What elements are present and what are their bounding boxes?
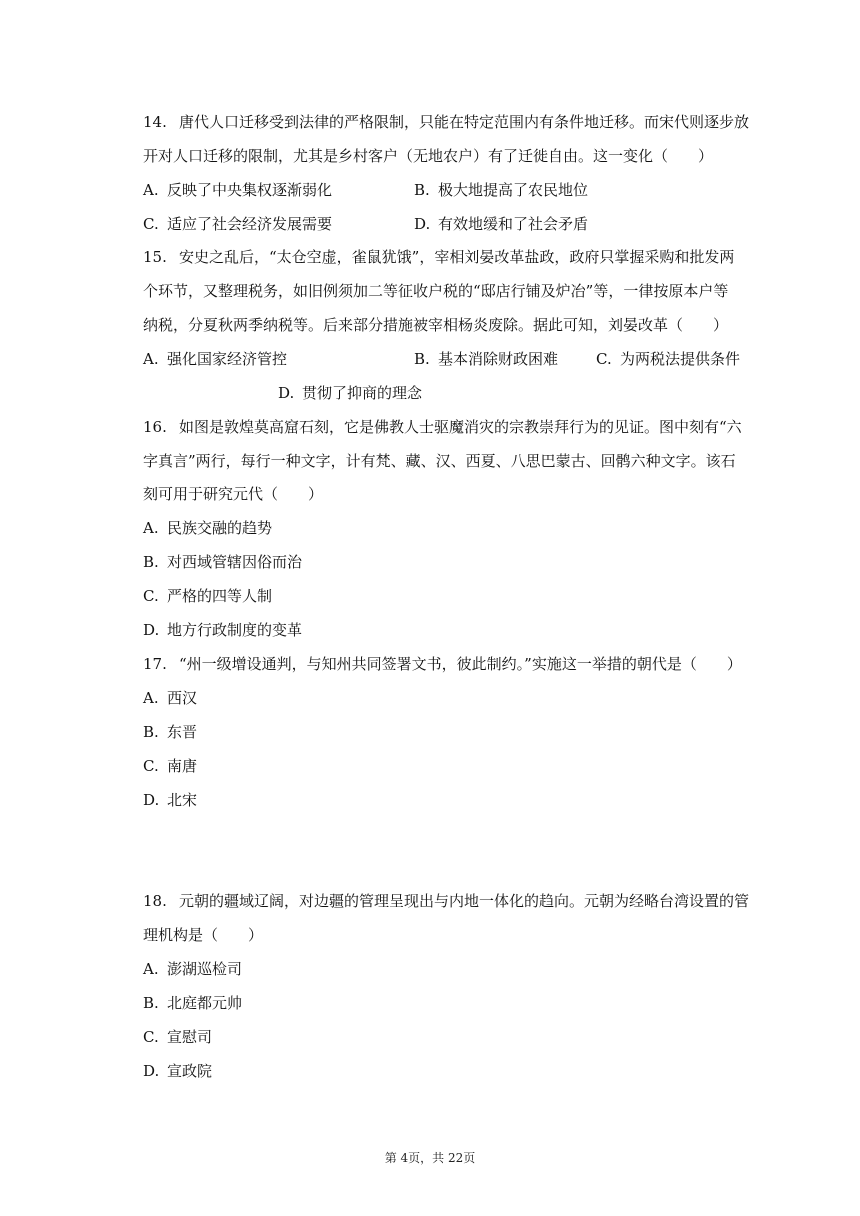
option-d: [143, 1061, 212, 1081]
option-c: [143, 1027, 212, 1047]
option-c: [143, 214, 332, 234]
question-text: 如图是敦煌莫高窟石刻，它是佛教人士驱魔消灾的宗教崇拜行为的见证。图中刻有“六: [179, 418, 742, 436]
question-number: 15.: [143, 248, 167, 266]
option-text: 适应了社会经济发展需要: [167, 215, 333, 233]
question-15-line-1: [143, 247, 753, 267]
option-text: 强化国家经济管控: [167, 350, 288, 368]
option-text: 严格的四等人制: [167, 587, 273, 605]
question-16-line-2: 字真言”两行，每行一种文字，计有梵、藏、汉、西夏、八思巴蒙古、回鹘六种文字。该石: [143, 452, 736, 470]
option-d: [143, 790, 197, 810]
option-c: [143, 756, 197, 776]
option-letter: D.: [414, 215, 431, 233]
option-a: [143, 180, 332, 200]
option-text: 宣政院: [167, 1062, 213, 1080]
question-17-line-1: [143, 654, 753, 674]
option-d: [143, 620, 302, 640]
option-letter: B.: [414, 350, 430, 368]
question-number: 18.: [143, 892, 167, 910]
option-letter: A.: [143, 960, 159, 978]
question-16-line-1: [143, 417, 753, 437]
option-d: [414, 214, 588, 234]
option-b: [143, 993, 242, 1013]
option-b: [143, 722, 197, 742]
option-text: 南唐: [167, 757, 198, 775]
option-b: [143, 552, 302, 572]
option-letter: C.: [143, 587, 159, 605]
option-letter: B.: [143, 994, 159, 1012]
option-letter: B.: [414, 181, 430, 199]
question-number: 16.: [143, 418, 167, 436]
option-letter: D.: [278, 384, 295, 402]
option-letter: C.: [596, 350, 612, 368]
option-letter: A.: [143, 689, 159, 707]
option-letter: D.: [143, 621, 160, 639]
question-14-line-1: [143, 112, 753, 132]
option-text: 为两税法提供条件: [620, 350, 741, 368]
question-text: 元朝的疆域辽阔，对边疆的管理呈现出与内地一体化的趋向。元朝为经略台湾设置的管: [179, 892, 750, 910]
question-16-line-3: 刻可用于研究元代（ ）: [143, 485, 324, 503]
option-text: 北宋: [167, 791, 198, 809]
option-a: [143, 349, 287, 369]
option-c: [596, 349, 740, 369]
option-letter: D.: [143, 791, 160, 809]
option-letter: B.: [143, 723, 159, 741]
option-text: 贯彻了抑商的理念: [302, 384, 423, 402]
option-letter: C.: [143, 757, 159, 775]
question-18-line-1: [143, 891, 753, 911]
option-letter: A.: [143, 181, 159, 199]
option-letter: A.: [143, 519, 159, 537]
option-text: 西汉: [167, 689, 198, 707]
option-text: 有效地缓和了社会矛盾: [438, 215, 589, 233]
question-15-line-3: 纳税，分夏秋两季纳税等。后来部分措施被宰相杨炎废除。据此可知，刘晏改革（ ）: [143, 316, 729, 334]
option-letter: C.: [143, 215, 159, 233]
option-text: 反映了中央集权逐渐弱化: [167, 181, 333, 199]
option-b: [414, 180, 588, 200]
option-text: 基本消除财政困难: [438, 350, 559, 368]
option-text: 地方行政制度的变革: [167, 621, 303, 639]
question-number: 17.: [143, 655, 167, 673]
question-text: “州一级增设通判，与知州共同签署文书，彼此制约。”实施这一举措的朝代是（ ）: [179, 655, 742, 673]
question-text: 唐代人口迁移受到法律的严格限制，只能在特定范围内有条件地迁移。而宋代则逐步放: [179, 113, 750, 131]
question-18-line-2: 理机构是（ ）: [143, 926, 264, 944]
option-text: 澎湖巡检司: [167, 960, 243, 978]
question-text: 安史之乱后，“太仓空虚，雀鼠犹饿”，宰相刘晏改革盐政，政府只掌握采购和批发两: [179, 248, 735, 266]
question-number: 14.: [143, 113, 167, 131]
page-footer: 第 4页，共 22页: [384, 1151, 476, 1165]
question-14-line-2: 开对人口迁移的限制，尤其是乡村客户（无地农户）有了迁徙自由。这一变化（ ）: [143, 147, 714, 165]
option-a: [143, 688, 197, 708]
option-d: [278, 383, 422, 403]
option-letter: D.: [143, 1062, 160, 1080]
option-text: 宣慰司: [167, 1028, 213, 1046]
option-text: 北庭都元帅: [167, 994, 243, 1012]
question-15-line-2: 个环节，又整理税务，如旧例须加二等征收户税的“邸店行铺及炉冶”等，一律按原本户等: [143, 282, 729, 300]
option-text: 东晋: [167, 723, 198, 741]
option-b: [414, 349, 558, 369]
option-a: [143, 959, 242, 979]
option-letter: A.: [143, 350, 159, 368]
option-letter: B.: [143, 553, 159, 571]
option-a: [143, 518, 272, 538]
option-c: [143, 586, 272, 606]
option-text: 民族交融的趋势: [167, 519, 273, 537]
option-text: 极大地提高了农民地位: [438, 181, 589, 199]
option-letter: C.: [143, 1028, 159, 1046]
option-text: 对西域管辖因俗而治: [167, 553, 303, 571]
